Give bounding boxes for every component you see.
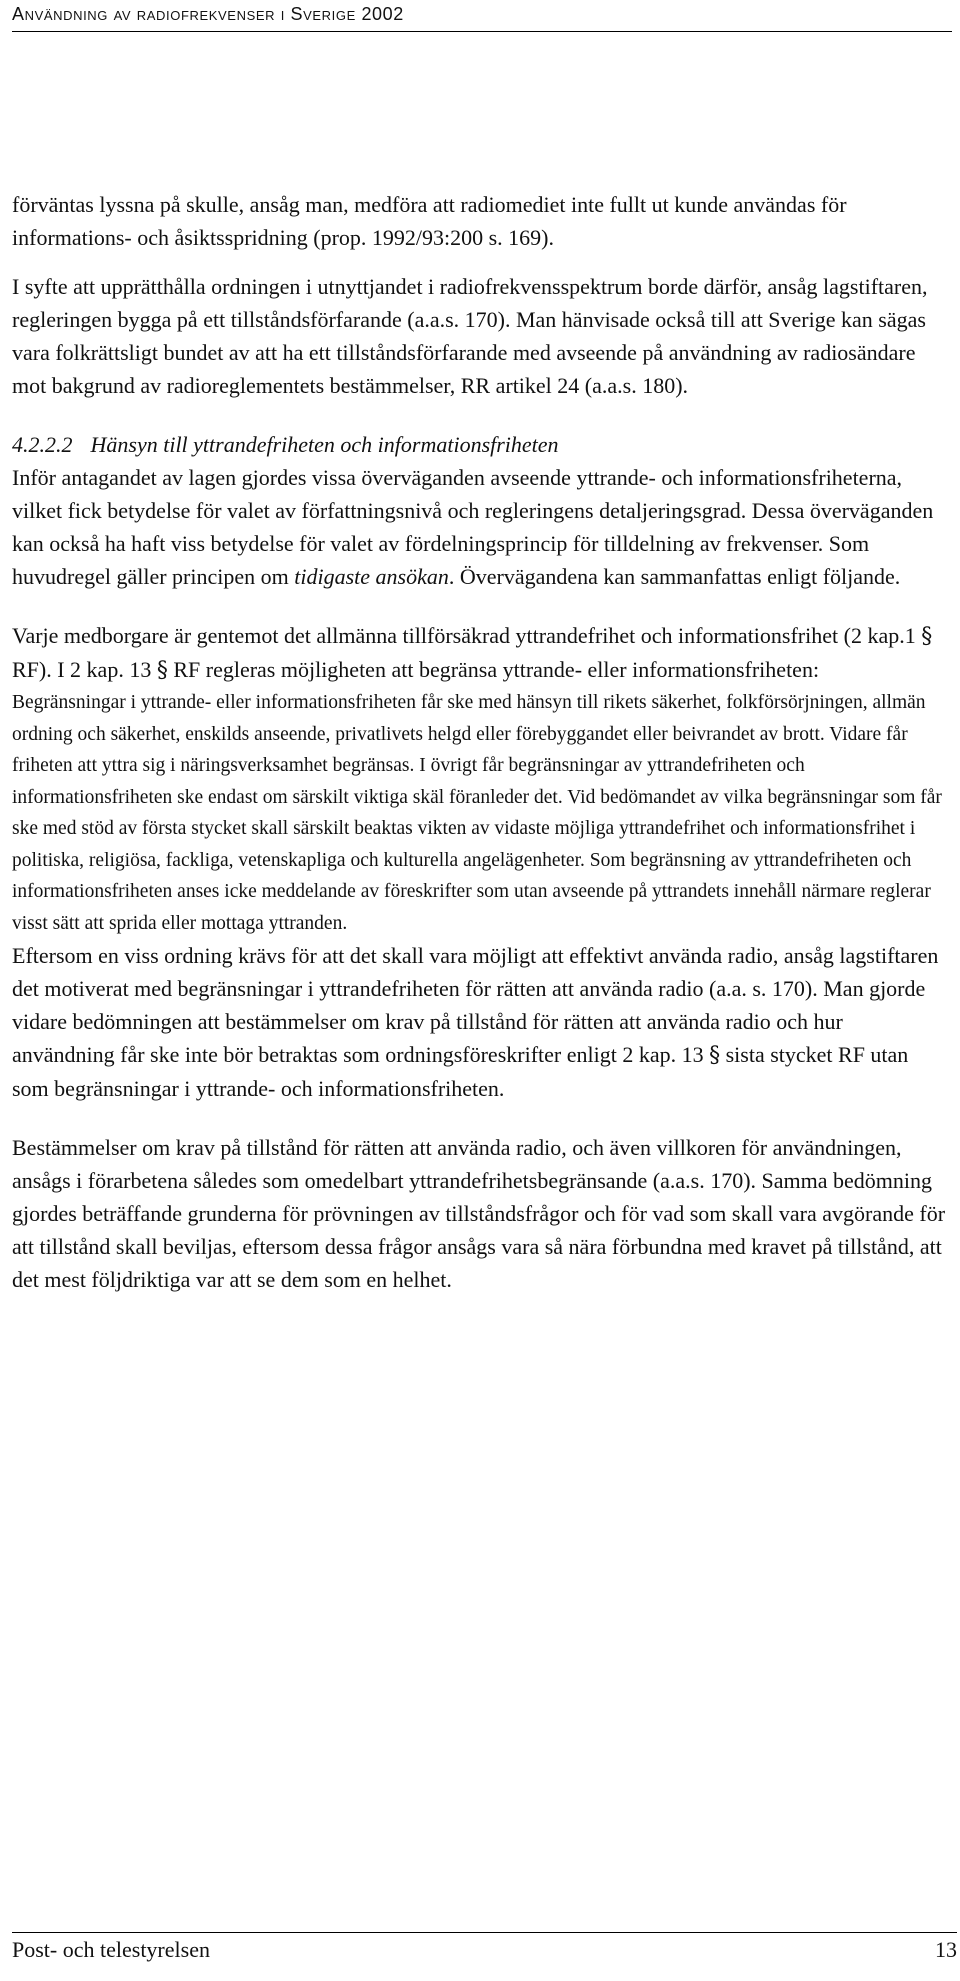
section-sign: § [709,1043,721,1068]
emphasis-tidigaste-ansokan: tidigaste ansökan [294,564,449,589]
main-content [12,188,947,1296]
paragraph-3: Inför antagandet av lagen gjordes vissa överväganden avseende yttrande- och informationsfriheterna, vilket fick betydelse för valet av författningsnivå och regleringens detaljeringsgrad. Dessa överväganden kan också ha haft viss betydelse för valet av fördelningsprincip för tilldelning av frekvenser. Som huvudregel gäller principen om tidigaste ansökan. Övervägandena kan sammanfattas enligt följande. [12,465,934,589]
paragraph-2: I syfte att upprätthålla ordningen i utnyttjandet i radiofrekvensspektrum borde därför, ansåg lagstiftaren, regleringen bygga på ett tillståndsförfarande (a.a.s. 170). Man hänvisade också till att Sverige kan sägas vara folkrättsligt bundet av att ha ett tillståndsförfarande med avseende på användning av radiosändare mot bakgrund av radioreglementets bestämmelser, RR artikel 24 (a.a.s. 180). [12,274,928,398]
paragraph-5: Eftersom en viss ordning krävs för att det skall vara möjligt att effektivt använda radio, ansåg lagstiftaren det motiverat med begränsningar i yttrandefriheten för rätten att använda radio (a.a. s. 170). Man gjorde vidare bedömningen att bestämmelser om krav på tillstånd för rätten att använda radio och hur användning får ske inte bör betraktas som ordningsföreskrifter enligt 2 kap. 13 § sista stycket RF utan som begränsningar i yttrande- och informationsfriheten. [12,943,939,1101]
running-header: Användning av radiofrekvenser i Sverige 2002 [12,4,952,32]
section-sign: § [921,624,933,649]
block-quote: Begränsningar i yttrande- eller informationsfriheten får ske med hänsyn till rikets säkerhet, folkförsörjningen, allmän ordning och säkerhet, enskilds anseende, privatlivets helgd eller förebyggandet eller beivrandet av brott. Vidare får friheten att yttra sig i näringsverksamhet begränsas. I övrigt får begränsningar av yttrandefriheten och informationsfriheten ske endast om särskilt viktiga skäl föranleder det. Vid bedömandet av vilka begränsningar som får ske med stöd av första stycket skall särskilt beaktas vikten av vidaste möjliga yttrandefrihet och informationsfrihet i politiska, religiösa, fackliga, vetenskapliga och kulturella angelägenheter. Som begränsning av yttrandefriheten och informationsfriheten anses icke meddelande av föreskrifter som utan avseende på yttrandets innehåll närmare reglerar visst sätt att sprida eller mottaga yttranden. [12,692,942,934]
paragraph-6: Bestämmelser om krav på tillstånd för rätten att använda radio, och även villkoren för användningen, ansågs i förarbetena således som omedelbart yttrandefrihetsbegränsande (a.a.s. 170). Samma bedömning gjordes beträffande grunderna för prövningen av tillståndsfrågor och för vad som skall vara avgörande för att tillstånd skall beviljas, eftersom dessa frågor ansågs vara så nära förbundna med kravet på tillstånd, att det mest följdriktiga var att se dem som en helhet. [12,1135,946,1292]
section-title: Hänsyn till yttrandefriheten och informationsfriheten [90,432,559,457]
footer-publisher: Post- och telestyrelsen [12,1937,210,1962]
page-footer [12,1932,957,1963]
section-number: 4.2.2.2 [12,432,73,457]
paragraph-1: förväntas lyssna på skulle, ansåg man, medföra att radiomediet inte fullt ut kunde användas för informations- och åsiktsspridning (prop. 1992/93:200 s. 169). [12,192,847,250]
page-number: 13 [935,1937,957,1962]
section-sign: § [156,658,168,683]
paragraph-4: Varje medborgare är gentemot det allmänna tillförsäkrad yttrandefrihet och informationsfrihet (2 kap.1 § RF). I 2 kap. 13 § RF regleras möjligheten att begränsa yttrande- eller informationsfriheten: [12,623,933,683]
section-heading [12,428,947,461]
